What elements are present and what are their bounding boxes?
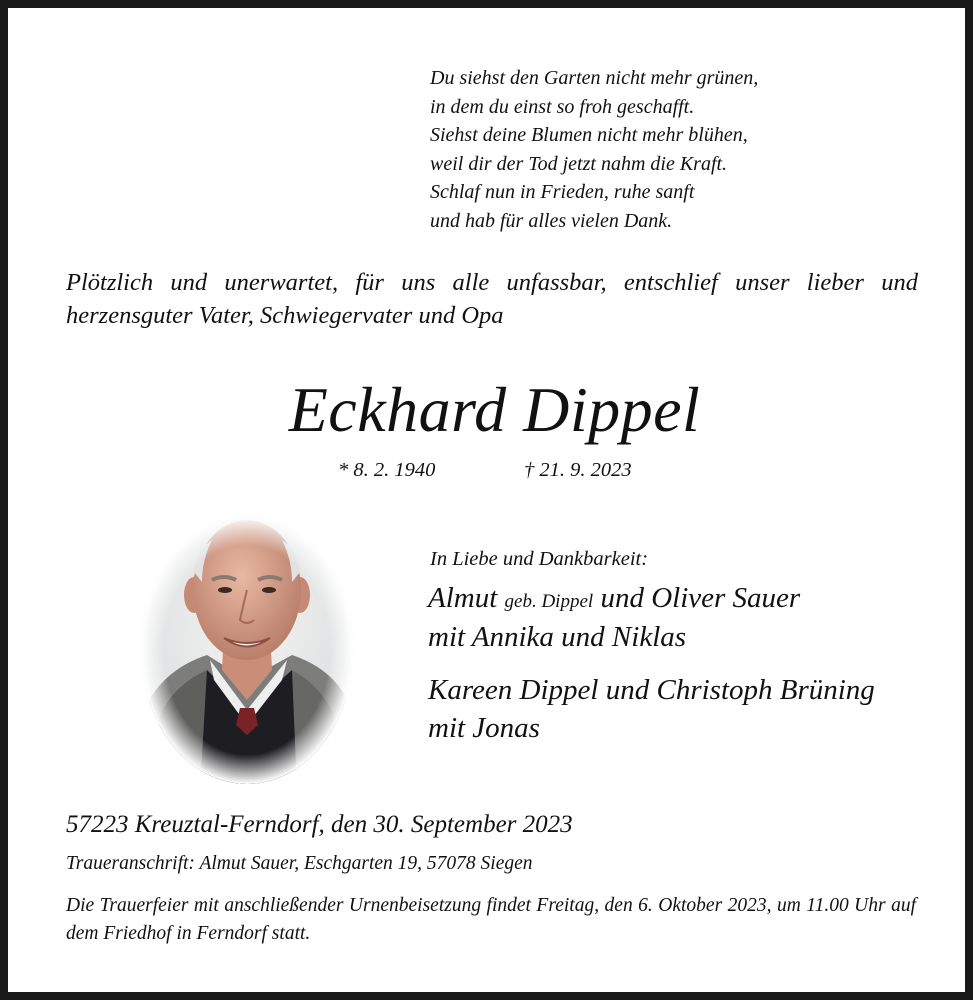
poem-line: Du siehst den Garten nicht mehr grünen, bbox=[430, 67, 759, 89]
memorial-poem bbox=[430, 64, 910, 236]
poem-line: Schlaf nun in Frieden, ruhe sanft bbox=[430, 181, 695, 204]
portrait-image bbox=[132, 510, 362, 790]
poem-line: weil dir der Tod jetzt nahm die Kraft. bbox=[430, 152, 728, 175]
poem-line: und hab für alles vielen Dank. bbox=[430, 209, 673, 232]
ceremony-info: Die Trauerfeier mit anschließender Urnenbeisetzung findet Freitag, den 6. Oktober 2023, um 11.00 Uhr auf dem Friedhof in Ferndorf statt. bbox=[66, 895, 916, 944]
family-line-kareen: Kareen Dippel und Christoph Brüning bbox=[428, 674, 875, 706]
family-name-almut: Almut bbox=[428, 582, 498, 614]
family-name-oliver: und Oliver Sauer bbox=[600, 582, 801, 614]
death-date: † 21. 9. 2023 bbox=[524, 459, 632, 481]
intro-text: Plötzlich und unerwartet, für uns alle unfassbar, entschlief unser lieber und herzensguter Vater, Schwiegervater und Opa bbox=[66, 269, 918, 329]
mourning-address: Traueranschrift: Almut Sauer, Eschgarten 19, 57078 Siegen bbox=[66, 853, 533, 874]
deceased-name: Eckhard Dippel bbox=[288, 374, 701, 445]
family-line-children-2: mit Jonas bbox=[428, 712, 540, 744]
family-line-almut bbox=[428, 582, 800, 615]
poem-line: in dem du einst so froh geschafft. bbox=[430, 95, 695, 118]
place-and-date: 57223 Kreuztal-Ferndorf, den 30. September 2023 bbox=[66, 811, 573, 838]
family-intro: In Liebe und Dankbarkeit: bbox=[430, 548, 649, 570]
maiden-name-note: geb. Dippel bbox=[504, 591, 594, 612]
portrait-photo bbox=[132, 510, 362, 790]
family-line-children-1: mit Annika und Niklas bbox=[428, 621, 687, 653]
birth-date: * 8. 2. 1940 bbox=[338, 459, 436, 481]
poem-line: Siehst deine Blumen nicht mehr blühen, bbox=[430, 124, 748, 147]
